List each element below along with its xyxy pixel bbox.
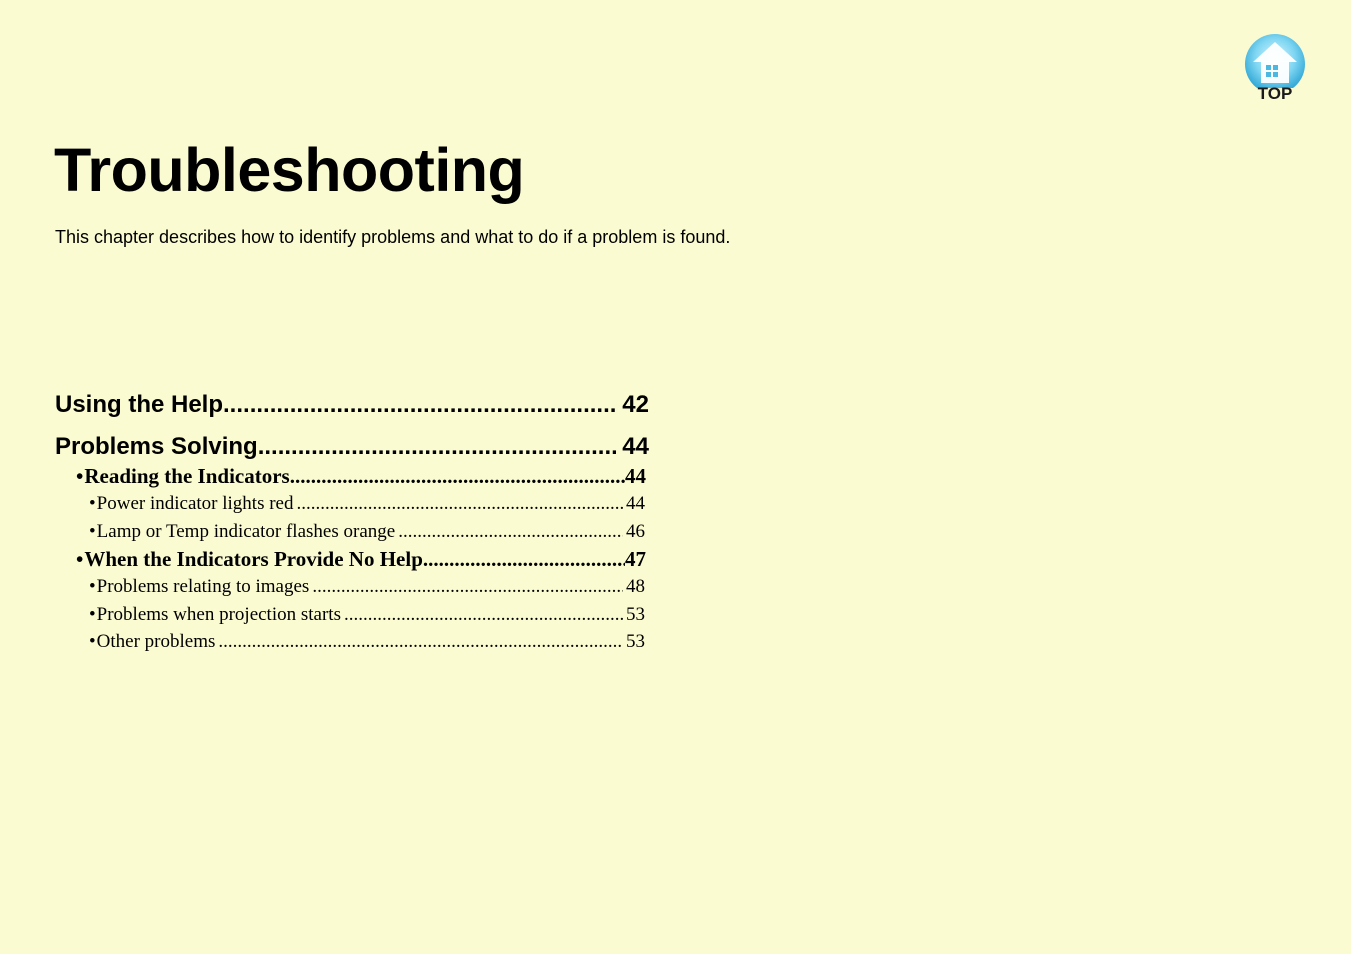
toc-link-problems-relating-to-images[interactable] <box>55 573 645 601</box>
toc-link-lamp-or-temp-indicator-flashes-orange[interactable] <box>55 518 645 546</box>
toc-leader-dots <box>218 628 623 656</box>
toc-label: Other problems <box>96 631 216 652</box>
toc-leader-dots <box>296 490 623 518</box>
bullet-marker: • <box>89 520 96 542</box>
toc-page-number: 44 <box>626 493 645 514</box>
toc-leader-dots <box>423 545 625 573</box>
bullet-marker: • <box>89 631 96 652</box>
toc-link-when-the-indicators-provide-no-help[interactable] <box>55 545 646 573</box>
table-of-contents <box>55 390 649 656</box>
toc-link-using-the-help[interactable] <box>55 390 649 420</box>
toc-leader-dots <box>398 518 623 546</box>
toc-label: Problems Solving <box>55 433 258 460</box>
toc-page-number: 53 <box>626 631 645 652</box>
chapter-intro: This chapter describes how to identify problems and what to do if a problem is found. <box>55 227 731 247</box>
toc-page-number: 42 <box>622 391 649 418</box>
top-button[interactable] <box>1241 32 1309 108</box>
toc-link-power-indicator-lights-red[interactable] <box>55 490 645 518</box>
toc-page-number: 46 <box>626 520 645 542</box>
toc-label: Using the Help <box>55 391 224 418</box>
bullet-marker: • <box>89 603 96 625</box>
bullet-marker: • <box>76 547 84 571</box>
toc-label: Lamp or Temp indicator flashes orange <box>96 520 396 542</box>
toc-link-problems-solving[interactable] <box>55 432 649 462</box>
toc-leader-dots <box>312 573 623 601</box>
toc-label: Problems when projection starts <box>96 603 341 625</box>
toc-label: Power indicator lights red <box>96 493 294 514</box>
bullet-marker: • <box>89 493 96 514</box>
page-title: Troubleshooting <box>54 136 525 204</box>
toc-leader-dots <box>344 601 623 629</box>
toc-leader-dots <box>258 432 617 462</box>
toc-page-number: 44 <box>622 433 649 460</box>
toc-label: Problems relating to images <box>96 576 310 597</box>
toc-leader-dots <box>290 462 625 490</box>
bullet-marker: • <box>76 464 84 488</box>
toc-page-number: 47 <box>625 547 646 571</box>
toc-link-problems-when-projection-starts[interactable] <box>55 601 645 629</box>
toc-leader-dots <box>223 390 616 420</box>
toc-link-reading-the-indicators[interactable] <box>55 462 646 490</box>
bullet-marker: • <box>89 576 96 597</box>
toc-link-other-problems[interactable] <box>55 628 645 656</box>
top-label: TOP <box>1257 84 1293 103</box>
toc-label: When the Indicators Provide No Help <box>84 547 423 571</box>
toc-label: Reading the Indicators <box>84 464 290 488</box>
toc-page-number: 53 <box>626 603 645 625</box>
toc-page-number: 48 <box>626 576 645 597</box>
toc-page-number: 44 <box>625 464 646 488</box>
house-icon <box>1241 32 1309 88</box>
